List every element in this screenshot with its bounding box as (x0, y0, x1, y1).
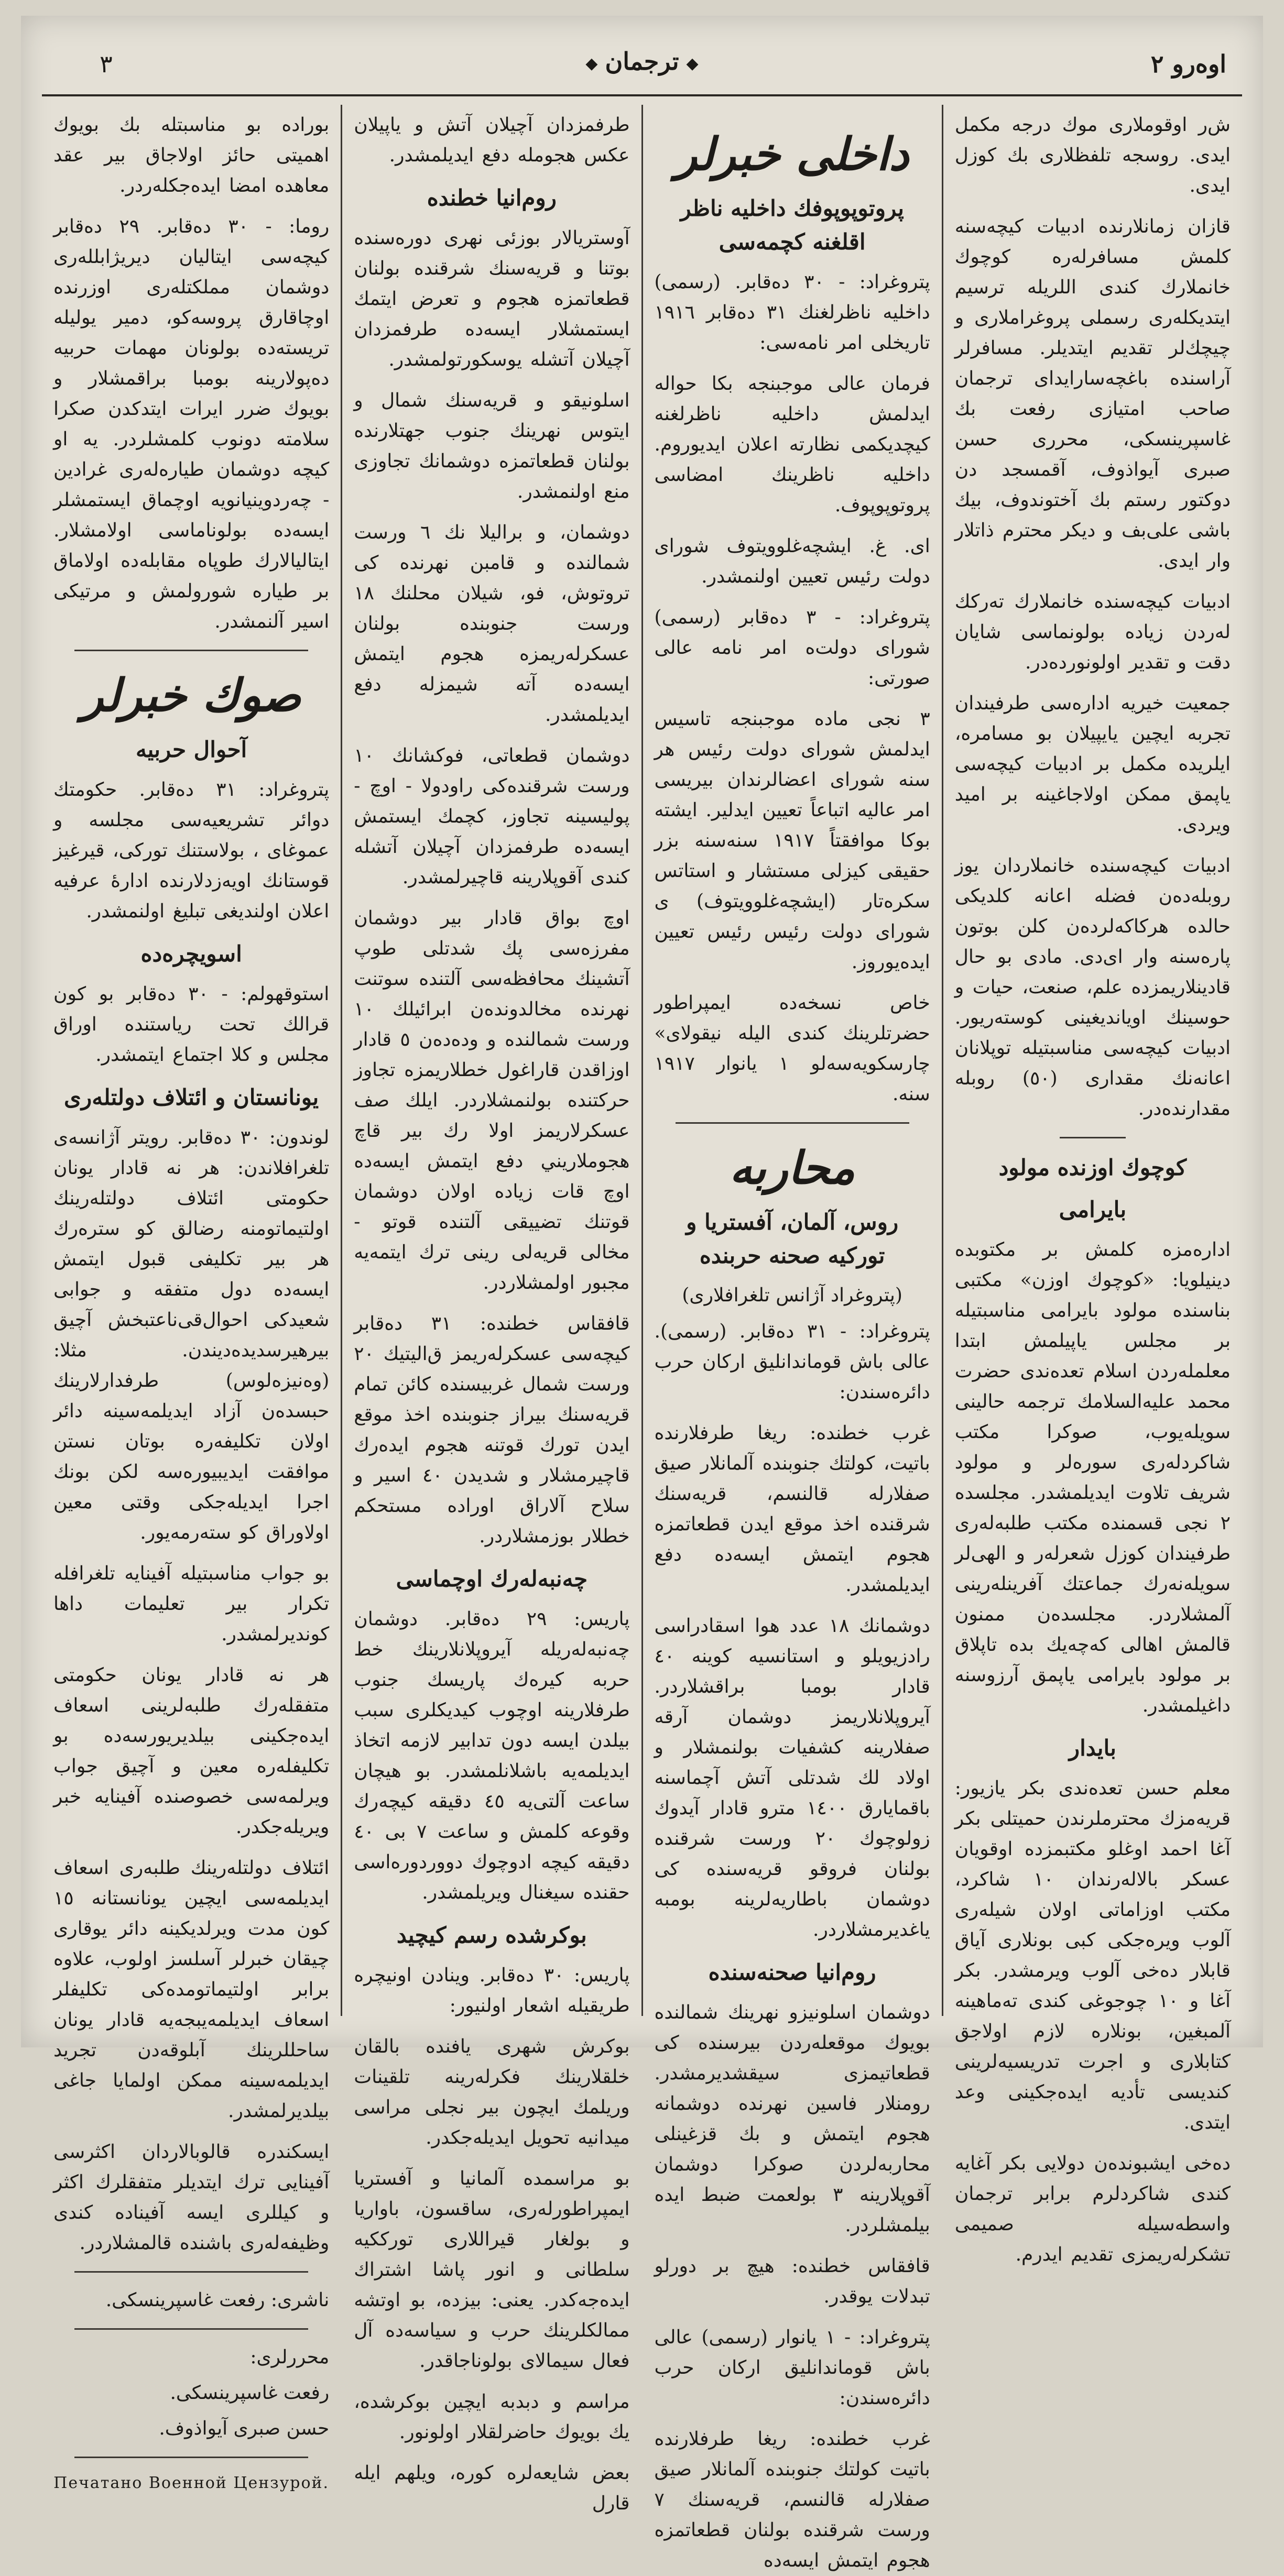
column-1 (942, 105, 1242, 2265)
paragraph: آوستريالار بوزئى نهرى دوره‌سنده بوتنا و قريه‌سنك شرقنده بولنان قطعاتمزه هجوم و تعرض ايتمك ايستمشلار ايسه‌ده طرفمزدان آچيلان آتشله يوسكورتولمشدر. (354, 227, 630, 370)
divider (74, 2271, 308, 2273)
article-heading: بوكرشده رسم كيچيد (396, 1922, 587, 1948)
divider (676, 1122, 909, 1124)
paragraph: قافقاس خطنده: ٣١ ده‌قابر كيچه‌سى عسكرله‌ريمز ق‌اليتيك ٢٠ ورست شمال غربيسنده كائن تمام قريه‌سنك بيراز جنوبنده اخذ موقع ايدن تورك قوتنه هجوم ايده‌رك قاچيرمشلار و شديدن ٤٠ اسير و سلاح آلاراق اوراده مستحكم خطلار بوزمشلاردر. (354, 1313, 630, 1547)
paragraph: پتروغراد: - ٣١ ده‌قابر. (رسمى). عالى باش قوماندانليق اركان حرب دائره‌سندن: (654, 1321, 930, 1403)
article-heading: پروتوپوپوفك داخليه ناظر اقلغنه كچمه‌سى (680, 195, 904, 255)
issue-date: اوه‌رو ٢ (1150, 50, 1226, 78)
paragraph: بعض شايعه‌لره كوره، ويلهم ايله قارل (354, 2462, 630, 2514)
article-heading: روم‌انيا خطنده (427, 185, 557, 211)
article-heading: چه‌نبه‌له‌رك اوچماسى (396, 1566, 588, 1592)
paragraph: طرفمزدان آچيلان آتش و ياپيلان عكس هجومله دفع ايديلمشدر. (354, 114, 630, 166)
newspaper-name: ◆ ترجمان ◆ (578, 47, 705, 75)
paragraph: ٣ نجى ماده موجبنجه تاسيس ايدلمش شوراى دولت رئيس هر سنه شوراى اعضالرندان بيريسى امر عاليه اتباعاً تعيين ايدلير. ايشته بوكا موافقتاً ١٩١٧ سنه‌سنه بزر حقيقى كيزلى مستشار و استاتس سكره‌تار (ايشچه‌غلوويتوف) ى شوراى دولت رئيس رئيس تعيين ايده‌يوروز. (654, 708, 930, 973)
paragraph: ادبيات كيچه‌سنده خانملارك ته‌ركك له‌ردن زياده بولونماسى شايان دقت و تقدير اولونورده‌در. (954, 591, 1231, 673)
paragraph: روما: - ٣٠ ده‌قابر. ٢٩ ده‌قابر كيچه‌سى ايتاليان ديريژابلله‌رى دوشمان مملكتله‌رى اوزرنده اوچاقارق پروسه‌كو، دمير يوليله تريسته‌ده بولونان مهمات حربيه ده‌پولارينه بومبا براقمشلار و بويوك ضرر ايرات ايتدكدن صكرا سلامته دونوب كلمشلردر. يه او كيچه دوشمان طياره‌له‌رى غرادين - چه‌ردوينيانويه اوچماق ايستمشلر ايسه‌ده بولوناماسى اولامشلار. ايتاليالارك طوپاه مقابله‌ده اولاماق بر طياره شورولمش و مرتيكى اسير آلنمشدر. (53, 216, 330, 632)
section-title: محاربه (729, 1142, 855, 1194)
paragraph: پتروغراد: - ٣ ده‌قابر (رسمى) شوراى دولت‌ه امر نامه عالى صورتى: (654, 607, 930, 689)
paragraph: بوراده بو مناسبتله بك بويوك اهميتى حائز اولاجاق بير عقد معاهده امضا ايده‌جكله‌ردر. (53, 114, 330, 196)
paragraph: پتروغراد: - ١ يانوار (رسمى) عالى باش قوماندانليق اركان حرب دائره‌سندن: (654, 2327, 930, 2409)
paragraph: فرمان عالى موجبنجه بكا حواله ايدلمش داخليه ناظرلغنه كيچديكمى نظارته اعلان ايديوروم. داخليه ناظرينك امضاسى پروتوپوپوف. (654, 373, 930, 516)
paragraph: جمعيت خيريه اداره‌سى طرفيندان تجربه ايچين يايپيلان بو مسامره، ايلريده مكمل بر ادبيات كيچه‌سى ياپمق ممكن اولاجاغينه بر اميد ويردى. (954, 693, 1231, 836)
editor-name: حسن صبرى آيواذوف. (159, 2418, 330, 2439)
divider (1060, 1137, 1126, 1138)
paragraph: بو مراسمده آلمانيا و آفستريا ايمپراطورله‌رى، ساقسون، باواريا و بولغار قيراللارى تورككيه سلطانى و انور پاشا اشتراك ايده‌جه‌كدر. يعنى: بيزده، بو اوتشه ممالكلرينك حرب و سياسه‌ده آل فعال سيمالاى بولوناجاقدر. (354, 2168, 630, 2372)
paragraph: استوقهولم: - ٣٠ ده‌قابر بو كون قرالك تحت رياستنده اوراق مجلس و كلا اجتماع ايتمشدر. (53, 983, 330, 1066)
column-2 (641, 105, 942, 2571)
divider (74, 650, 308, 651)
censor-stamp: Печатано Военной Цензурой. (53, 2474, 330, 2492)
paragraph: ش‌ر اوقوملارى موك درجه مكمل ايدى. روسجه تلفظلارى بك كوزل ايدى. (954, 114, 1231, 196)
divider (74, 2457, 308, 2458)
divider (74, 2328, 308, 2330)
article-heading: بايرامى (1059, 1197, 1127, 1222)
paragraph: ائتلاف دولتله‌رينك طلبه‌رى اسعاف ايديلمه‌سى ايچين يونانستانه ١٥ كون مدت ويرلديكينه دائر يوقارى چيقان خبرلر آسلسز اولوب، علاوه برابر اولتيماتومده‌كى تكليفلر اسعاف ايديلمه‌يبجه‌يه قادار يونان ساحللرينك آبلوقه‌دن تجريد ايديلمه‌سينه ممكن اولمايا جاغى بيلديرلمشدر. (53, 1857, 330, 2122)
paragraph: بوكرش شهرى يافنده بالقان خلقلارينك فكرله‌رينه تلقينات وريلمك ايچون بير نجلى مراسى ميدانيه تحويل ايديله‌جكدر. (354, 2036, 630, 2149)
paragraph: اسلونيقو و قريه‌سنك شمال و ايتوس نهرينك جنوب جهتلارنده بولنان قطعاتمزه دوشمانك تجاوزى منع اولنمشدر. (354, 390, 630, 502)
editors-label: محررلرى: (250, 2347, 330, 2368)
paragraph: مراسم و دبدبه ايچين بوكرشده، يك بويوك حاضرلقلار اولونور. (354, 2391, 630, 2443)
paragraph: قافقاس خطنده: هيچ بر دورلو تبدلات يوقدر. (654, 2255, 930, 2307)
newspaper-page (21, 16, 1263, 2571)
paragraph: قازان زمانلارنده ادبيات كيچه‌سنه كلمش مسافرله‌ره كوچوك خانملارك كندى اللريله ترسيم ايتديكله‌رى رسملى پروغراملارى و چيچك‌لر تقديم ايتديلر. مسافرلر آراسنده باغچه‌سارايداى ترجمان صاحب امتيازى رفعت بك غاسپرينسكى، محررى حسن صبرى آيواذوف، آقمسجد دن دوكتور رستم بك آختوندوف، بيك باشى على‌بف و ديكر محترم ذاتلار وار ايدى. (954, 216, 1231, 572)
paragraph: لوندون: ٣٠ ده‌قابر. رويتر آژانسه‌ى تلغرافلاندن: هر نه قادار يونان حكومتى ائتلاف دولتله‌رينك اولتيماتومنه رضالق كو ستره‌رك هر بير تكليفى قبول ايتمش ايسه‌ده دول متفقه و جوابى شعيدكى احوال‌قى‌ناعتبخش آچيق بيرهيرسديده‌ديندن. مثلا: (وه‌نيزه‌لوس) طرفدارلارينك حبسده‌ن آزاد ايديلمه‌سينه دائر اولان تكليفه‌ره بوتان نستن موافقت ايديبيوره‌سه لكن بونك اجرا ايديله‌جكى وقتى معين اولاوراق كو سته‌رمه‌يور. (53, 1127, 330, 1543)
paragraph: هر نه قادار يونان حكومتى متفقله‌رك طلبه‌لرينى اسعاف ايده‌جكينى بيلديريورسه‌ده بو تكليفله‌ره معين و آچيق جواب ويرلمه‌سى خصوصنده آفينايه خبر ويريله‌جكدر. (53, 1664, 330, 1838)
article-heading: روس، آلمان، آفستريا و توركيه صحنه حربنده (686, 1209, 899, 1268)
paragraph: ادبيات كيچه‌سنده خانملاردان يوز روبله‌ده‌ن فضله اعانه كلديكى حالده هركاكه‌لرده‌ن كلن بوتون پاره‌سنه وار اى‌دى. مادى بو حال قادينلاريمزده علم، صنعت، حيات و حوسينك اويانديغينى كوسته‌ريور. ادبيات كيچه‌سى مناسبتيله توپلانان اعانه‌نك مقدارى (٥٠) روبله مقدارنده‌در. (954, 855, 1231, 1120)
article-heading: كوچوك اوزنده مولود (998, 1155, 1187, 1180)
paragraph: غرب خطنده: ريغا طرفلارنده باتيت، كولتك جنوبنده آلمانلار صيق صفلارله قالنسم، قريه‌سنك شرقنده اخذ موقع ايدن قطعاتمزه هجوم ايتمش ايسه‌ده دفع ايديلمشدر. (654, 1422, 930, 1596)
section-title: داخلى خبرلر (675, 128, 909, 181)
paragraph: دوشمان اسلونيزو نهرينك شمالنده بويوك موقعله‌ردن بيرسنده كى قطعاتيمزى سيقشديرمشدر. رومنلار فاسين نهرنده دوشمانه هجوم ايتمش و بك قزغينلى محاربه‌لردن صوكرا دوشمان آقوپلارينه ٣ بولعمت ضبط ايده بيلمشلردر. (654, 2002, 930, 2236)
paragraph: دوشمان، و براليلا نك ٦ ورست شمالنده و قامبن نهرنده كى تروتوش، فو، شيلان محلنك ١٨ ورست جنوبنده بولنان عسكرله‌ريمزه هجوم ايتمش ايسه‌ده آته شيمزله دفع ايديلمشدر. (354, 522, 630, 726)
paragraph: دوشمان قطعاتى، فوكشانك ١٠ ورست شرقنده‌كى راودولا - اوچ - پوليسينه تجاوز، كچمك ايستمش ايسه‌ده طرفمزدان آچيلان آتشله كندى آقوپلارينه قاچيرلمشدر. (354, 745, 630, 888)
paragraph: اداره‌مزه كلمش بر مكتوبده دينيلويا: «كوچوك اوزن» مكتبى بناسنده مولود بايرامى مناسبتيله بر مجلس ياپيلمش ابتدا معلمله‌ردن اسلام تعده‌ندى حضرت محمد عليه‌السلامك ترجمه حالينى سويله‌يوب، صوكرا مكتب شاكردله‌رى سوره‌لر و مولود شريف تلاوت ايديلمشدر. مجلسده ٢ نجى قسمنده مكتب طلبه‌له‌رى طرفيندان كوزل شعرله‌ر و الهى‌لر سويله‌نه‌رك جماعتك آفرينله‌رينى آلمشلاردر. مجلسده‌ن ممنون قالمش اهالى كه‌چه‌يك بده تاپلاق بر مولود بايرامى ياپمق آرزوسنه داغيلمشدر. (954, 1239, 1231, 1716)
publisher-line: ناشرى: رفعت غاسپرينسكى. (105, 2289, 330, 2311)
page-number: ٣ (100, 50, 113, 78)
column-3 (341, 105, 641, 2514)
paragraph: خاص نسخه‌ده ايمپراطور حضرتلرينك كندى اليله نيقولاى» چارسكويه‌سه‌لو ١ يانوار ١٩١٧ سنه. (654, 992, 930, 1105)
paragraph: اوچ بواق قادار بير دوشمان مفرزه‌سى پك شدتلى طوپ آتشينك محافظه‌سى آلتنده سوتنت نهرنده مخالدونده‌ن ابرائيلك ١٠ ورست شمالنده و وده‌ده‌ن ٥ قادار اوزاقدن قاراغول خطلاريمزه تجاوز حركتنده بولنمشلاردر. ايلك صف عسكرلاريمز اولا رك بير قاچ هجوملاريني دفع ايتمش ايسه‌ده اوچ قات زياده اولان دوشمان قوتنك تضييقى آلتنده قوتو - مخالى قريه‌لى رينى ترك ايتمه‌يه مجبور اولمشلاردر. (354, 907, 630, 1294)
paragraph: ده‌خى ايشبونده‌ن دولايى بكر آغايه كندى شاكردلرم برابر ترجمان واسطه‌سيله صميمى تشكرله‌ريمزى تقديم ايدرم. (954, 2153, 1231, 2265)
paragraph: ايسكندره قالوبالاردان اكثرسى آفينايى ترك ايتديلر متفقلرك اكثر و كيللرى ايسه آفيناده كندى وظيفه‌له‌رى باشنده قالمشلاردر. (53, 2141, 330, 2254)
paragraph: پاريس: ٢٩ ده‌قابر. دوشمان چه‌نبه‌له‌ريله آيروپلانلارينك خط حربه كيره‌ك پاريسك جنوب طرفلارينه اوچوب كيديكلرى سبب بيلدن ايسه دون تدابير لازمه اتخاذ ايديلمه‌يه باشلانلمشدر. بو هيچان ساعت آلتى‌يه ٤٥ دقيقه كيچه‌رك وقوعه كلمش و ساعت ٧ بى ٤٠ دقيقه كيچه‌ ادوچوك دووردوره‌اسى حقنده سيغنال ويريلمشدر. (354, 1608, 630, 1903)
article-heading: روم‌انيا صحنه‌سنده (708, 1959, 876, 1985)
paragraph: غرب خطنده: ريغا طرفلارنده باتيت كولتك جنوبنده آلمانلار صيق صفلارله قالنسم، قريه‌سنك ٧ ورست شرقنده بولنان قطعاتمزه هجوم ايتمش ايسه‌ده (654, 2428, 930, 2571)
paragraph: معلم حسن تعده‌ندى بكر يازيور: قريه‌مزك محترملرندن حميتلى بكر آغا احمد اوغلو مكتبمزده اوقويان عسكر بالاله‌رندان ١٠ شاكرد، مكتب اوزاماتى اولان شيله‌رى آلوب ويره‌جكى كبى بونلارى آياق قابلار ده‌خى آلوب ويرمشدر. بكر آغا و ١٠ چوجوغى كندى ته‌ماهينه آلمبغين، بونلاره لازم اولاجق كتابلارى و اجرت تدريسيه‌لرينى كنديسى تأديه ايده‌جكينى وعد ايتدى. (954, 1778, 1231, 2133)
article-heading: يونانستان و ائتلاف دولتله‌رى (64, 1084, 319, 1110)
paragraph: دوشمانك ١٨ عدد هوا اسقادراسى رادزيويلو و استانسيه كوينه ٤٠ قادار بومبا براقشلاردر. آيروپلانلاريمز دوشمان آرقه صفلارينه كشفيات بولنمشلار و اولاد لك شدتلى آتش آچماسنه باقمايارق ١٤٠٠ مترو قادار آيدوك زولوچوك ٢٠ ورست شرقنده بولنان فروقو قريه‌سنده كى دوشمان باطاريه‌لرينه بومبه ياغديرمشلاردر. (654, 1615, 930, 1941)
paragraph: اى. غ. ايشچه‌غلوويتوف شوراى دولت رئيس تعيين اولنمشدر. (654, 535, 930, 587)
article-columns (42, 105, 1242, 2571)
article-heading: بايدار (1069, 1735, 1116, 1761)
article-subheading: (پتروغراد آژانس تلغرافلارى) (682, 1285, 902, 1306)
article-heading: آحوال حربيه (136, 737, 247, 762)
section-title: صوك خبرلر (81, 669, 301, 722)
paragraph: پاريس: ٣٠ ده‌قابر. وينادن اونيچره طريقيله اشعار اولنيور: (354, 1965, 630, 2016)
masthead (42, 37, 1242, 96)
article-heading: اسويچره‌ده (140, 941, 242, 967)
editor-name: رفعت غاسپرينسكى. (170, 2382, 330, 2404)
paragraph: پتروغراد: - ٣٠ ده‌قابر. (رسمى) داخليه ناظرلغنك ٣١ ده‌قابر ١٩١٦ تاريخلى امر نامه‌سى: (654, 271, 930, 354)
paragraph: بو جواب مناسبتيله آفينايه تلغرافله تكرار بير تعليمات داها كونديرلمشدر. (53, 1563, 330, 1645)
paragraph: پتروغراد: ٣١ ده‌قابر. حكومتك دوائر تشريعيه‌سى مجلسه و عموغاى ، بولاستنك توركى، قيرغيز قوستانك اويه‌زدلارنده ادارهٔ عرفيه اعلان اولنديغى تبليغ اولنمشدر. (53, 779, 330, 922)
column-4 (42, 105, 341, 2492)
